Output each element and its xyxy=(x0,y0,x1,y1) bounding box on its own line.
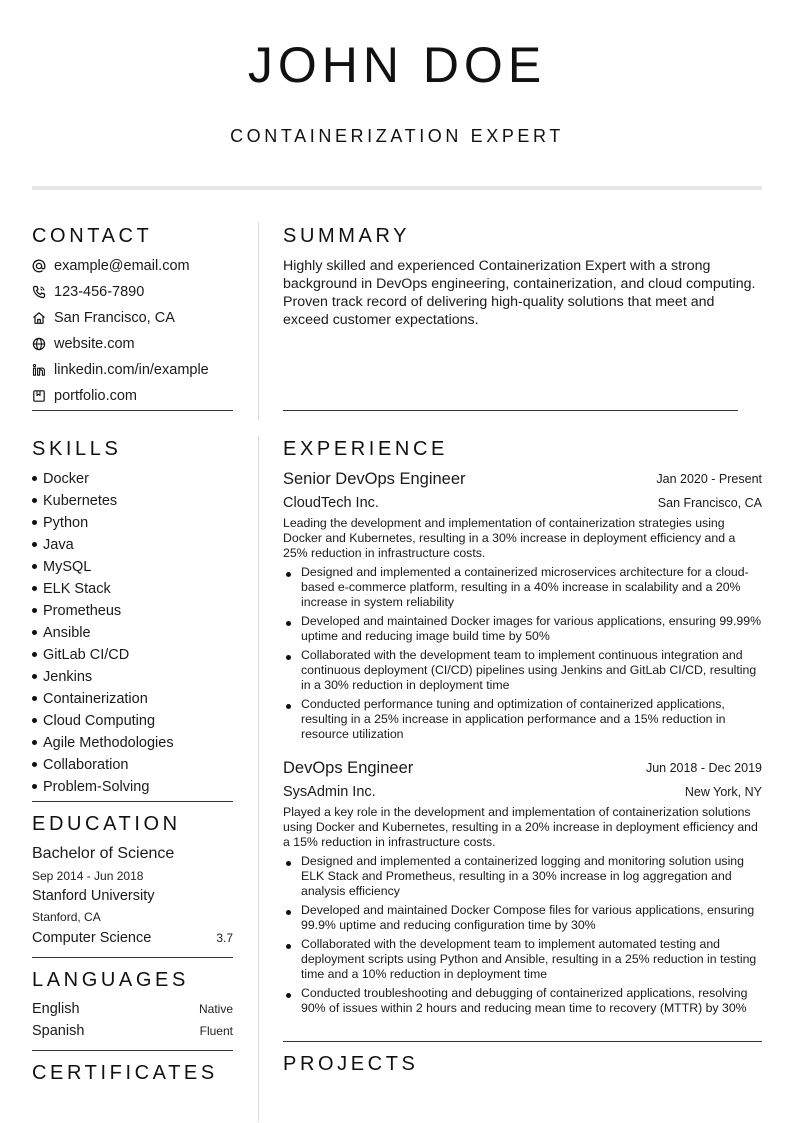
language-level: Native xyxy=(198,1002,233,1016)
job-title: Senior DevOps Engineer xyxy=(283,470,466,488)
job-bullet: Designed and implemented a containerized microservices architecture for a cloud-based e-commerce platform, resulting in a 40% increase in scalability and a 20% increase in system reliability xyxy=(283,565,763,610)
skill-label: Agile Methodologies xyxy=(43,735,174,751)
candidate-title: CONTAINERIZATION EXPERT xyxy=(230,126,564,146)
education-school: Stanford University xyxy=(32,888,155,904)
job-description: Played a key role in the development and implementation of containerization solutions using Docker and Kubernetes, resulting in a 20% increase in deployment efficiency and a 15% reduction in infrastructure costs. xyxy=(283,805,758,849)
bullet-icon xyxy=(32,498,37,503)
globe-icon xyxy=(32,337,46,351)
job-company: SysAdmin Inc. xyxy=(283,784,376,800)
job-description: Leading the development and implementation of containerization strategies using Docker and Kubernetes, resulting in a 30% increase in deployment efficiency and a 25% reduction in infrastructure costs. xyxy=(283,516,736,560)
skill-item xyxy=(32,689,148,709)
bullet-icon xyxy=(32,564,37,569)
bullet-icon xyxy=(32,674,37,679)
bullet-icon xyxy=(32,586,37,591)
language-level: Fluent xyxy=(199,1024,233,1038)
skill-label: Docker xyxy=(43,471,89,487)
skill-item xyxy=(32,601,121,621)
at-icon xyxy=(32,259,46,273)
skill-item xyxy=(32,777,149,797)
skill-item xyxy=(32,535,74,555)
summary-heading: SUMMARY xyxy=(283,225,411,247)
bullet-icon xyxy=(32,718,37,723)
contact-website[interactable]: website.com xyxy=(32,334,135,354)
languages-heading: LANGUAGES xyxy=(32,969,189,991)
bullet-icon xyxy=(32,696,37,701)
summary-divider xyxy=(283,410,738,411)
bullet-icon xyxy=(32,608,37,613)
contact-linkedin[interactable]: linkedin.com/in/example xyxy=(32,360,209,380)
contact-portfolio[interactable]: portfolio.com xyxy=(32,386,137,406)
experience-heading: EXPERIENCE xyxy=(283,438,448,460)
skill-item xyxy=(32,733,174,753)
skill-item xyxy=(32,667,92,687)
candidate-name: JOHN DOE xyxy=(247,37,547,93)
contact-phone[interactable]: 123-456-7890 xyxy=(32,282,144,302)
skill-label: Jenkins xyxy=(43,669,93,685)
job-bullet: Collaborated with the development team to implement automated testing and deployment scripts using Python and Ansible, resulting in a 25% reduction in testing time and a 10% reduction in deployment time xyxy=(283,937,763,982)
bullet-icon xyxy=(32,740,37,745)
bullet-icon xyxy=(32,784,37,789)
skill-item xyxy=(32,645,129,665)
bullet-icon xyxy=(32,652,37,657)
education-degree: Bachelor of Science xyxy=(32,845,175,862)
header-divider xyxy=(32,186,762,190)
job-bullets xyxy=(283,565,763,746)
skill-item xyxy=(32,469,89,489)
job-bullet: Designed and implemented a containerized logging and monitoring solution using ELK Stack and Prometheus, resulting in a 30% increase in log aggregation and analysis efficiency xyxy=(283,854,763,899)
job-bullet: Conducted troubleshooting and debugging of containerized applications, resolving 90% of issues within 2 hours and reducing mean time to recovery (MTTR) by 30% xyxy=(283,986,763,1016)
skills-heading: SKILLS xyxy=(32,438,122,460)
job-bullet: Developed and maintained Docker images for various applications, ensuring 99.99% uptime and reducing image build time by 50% xyxy=(283,614,763,644)
portfolio-icon xyxy=(32,389,46,403)
skill-label: Containerization xyxy=(43,691,148,707)
education-field-row xyxy=(32,930,233,946)
bullet-icon xyxy=(32,762,37,767)
phone-icon xyxy=(32,285,46,299)
summary-text: Highly skilled and experienced Containerization Expert with a strong background in DevOps engineering, containerization, and cloud computing. Proven track record of delivering high-quality solutions that meet and exceed customer expectations. xyxy=(283,258,756,328)
skill-label: Prometheus xyxy=(43,603,122,619)
language-row xyxy=(32,1023,233,1039)
skill-label: Cloud Computing xyxy=(43,713,156,729)
job-title: DevOps Engineer xyxy=(283,759,414,777)
skill-label: ELK Stack xyxy=(43,581,111,597)
education-location: Stanford, CA xyxy=(32,910,101,924)
skill-label: Collaboration xyxy=(43,757,129,773)
contact-location: San Francisco, CA xyxy=(32,308,175,328)
education-divider xyxy=(32,957,233,958)
language-name: English xyxy=(32,1001,80,1017)
bullet-icon xyxy=(32,520,37,525)
skill-label: Java xyxy=(43,537,74,553)
job-location: New York, NY xyxy=(684,785,762,799)
skill-label: Python xyxy=(43,515,89,531)
language-name: Spanish xyxy=(32,1023,85,1039)
job-bullet: Collaborated with the development team to implement continuous integration and continuous deployment (CI/CD) pipelines using Jenkins and GitLab CI/CD, resulting in a 30% reduction in deployment time xyxy=(283,648,763,693)
job-company: CloudTech Inc. xyxy=(283,495,379,511)
skill-label: MySQL xyxy=(43,559,92,575)
skill-item xyxy=(32,579,111,599)
bullet-icon xyxy=(32,476,37,481)
column-divider-top xyxy=(258,222,259,420)
contact-email[interactable]: example@email.com xyxy=(32,256,190,276)
skill-item xyxy=(32,755,128,775)
skill-label: Ansible xyxy=(43,625,91,641)
languages-divider xyxy=(32,1050,233,1051)
education-field: Computer Science xyxy=(32,930,152,946)
language-row xyxy=(32,1001,233,1017)
skill-label: Kubernetes xyxy=(43,493,118,509)
home-icon xyxy=(32,311,46,325)
job-bullets xyxy=(283,854,763,1020)
skill-label: GitLab CI/CD xyxy=(43,647,130,663)
linkedin-icon xyxy=(32,363,46,377)
job-bullet: Conducted performance tuning and optimization of containerized applications, resulting in a 25% increase in application performance and a 15% reduction in resource utilization xyxy=(283,697,763,742)
education-dates: Sep 2014 - Jun 2018 xyxy=(32,869,144,883)
contact-heading: CONTACT xyxy=(32,225,153,247)
skill-item xyxy=(32,623,91,643)
skill-item xyxy=(32,557,91,577)
skill-item xyxy=(32,711,155,731)
certificates-heading: CERTIFICATES xyxy=(32,1062,218,1084)
skill-label: Problem-Solving xyxy=(43,779,150,795)
column-divider-bottom xyxy=(258,436,259,1122)
education-gpa: 3.7 xyxy=(216,931,233,945)
job-dates: Jun 2018 - Dec 2019 xyxy=(645,761,762,775)
job-dates: Jan 2020 - Present xyxy=(656,472,762,486)
job-bullet: Developed and maintained Docker Compose files for various applications, ensuring 99.9% uptime and reducing configuration time by 30% xyxy=(283,903,763,933)
education-heading: EDUCATION xyxy=(32,813,181,835)
skills-divider xyxy=(32,801,233,802)
bullet-icon xyxy=(32,542,37,547)
projects-heading: PROJECTS xyxy=(283,1053,419,1075)
skill-item xyxy=(32,513,88,533)
job-location: San Francisco, CA xyxy=(657,496,762,510)
experience-divider xyxy=(283,1041,762,1042)
skill-item xyxy=(32,491,117,511)
bullet-icon xyxy=(32,630,37,635)
contact-divider xyxy=(32,410,233,411)
